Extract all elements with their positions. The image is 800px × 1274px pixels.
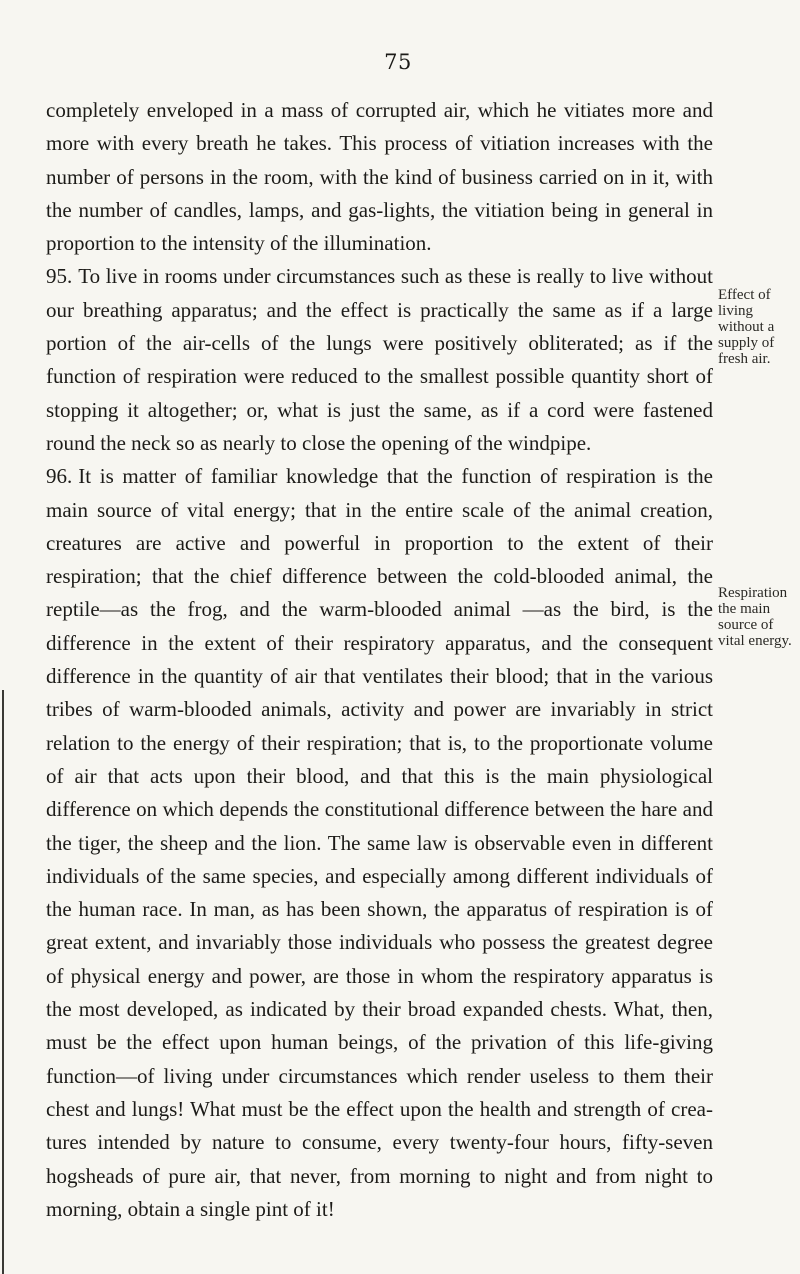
- sidenote-fresh-air: Effect of living without a supply of fresh air.: [718, 287, 775, 367]
- paragraph-number: 96.: [46, 464, 73, 489]
- continuation-paragraph: completely enveloped in a mass of corrupted air, which he vitiates more and more with every breath he takes. This process of vitiation increases with the number of persons in the room, with the kind of business carried on in it, with the number of candles, lamps, and gas-lights, the vitiation being in general in proportion to the intensity of the illumination.: [46, 98, 713, 256]
- paragraph-96: [46, 460, 713, 1226]
- paragraph-95: [46, 260, 713, 460]
- binding-edge-line: [2, 690, 4, 1274]
- body-text: [46, 94, 713, 1226]
- page-number: 75: [384, 50, 412, 74]
- paragraph-number: 95.: [46, 264, 73, 289]
- paragraph-text: It is matter of familiar knowledge that the function of respiration is the main source of vital energy; that in the entire scale of the animal creation, creatures are active and powerful in proportion to the extent of their respiration; that the chief difference between the cold-blooded animal, the reptile—as the frog, and the warm-blooded animal —as the bird, is the difference in the extent of their respiratory apparatus, and the consequent difference in the quantity of air that ventilates their blood; that in the various tribes of warm-blooded animals, activity and power are invariably in strict relation to the energy of their respiration; that is, to the proportionate volume of air that acts upon their blood, and that this is the main physiological difference on which depends the constitutional difference between the hare and the tiger, the sheep and the lion. The same law is observable even in different individuals of the same species, and especially among different individuals of the human race. In man, as has been shown, the apparatus of respiration is of great extent, and invariably those individuals who possess the greatest degree of physical energy and power, are those in whom the respiratory apparatus is the most developed, as indicated by their broad expanded chests. What, then, must be the effect upon human beings, of the privation of this life-giving function—of living under circumstances which render useless to them their chest and lungs! What must be the effect upon the health and strength of creatures intended by nature to consume, every twenty-four hours, fifty-seven hogsheads of pure air, that never, from morning to night and from night to morning, obtain a single pint of it!: [46, 464, 713, 1221]
- paragraph-text: To live in rooms under circumstances such as these is really to live without our breathing apparatus; and the effect is practically the same as if a large portion of the air-cells of the lungs were positively obliterated; as if the function of respiration were reduced to the smallest possible quantity short of stopping it altogether; or, what is just the same, as if a cord were fastened round the neck so as nearly to close the opening of the windpipe.: [46, 264, 713, 455]
- sidenote-vital-energy: Respiration the main source of vital energy.: [718, 585, 792, 649]
